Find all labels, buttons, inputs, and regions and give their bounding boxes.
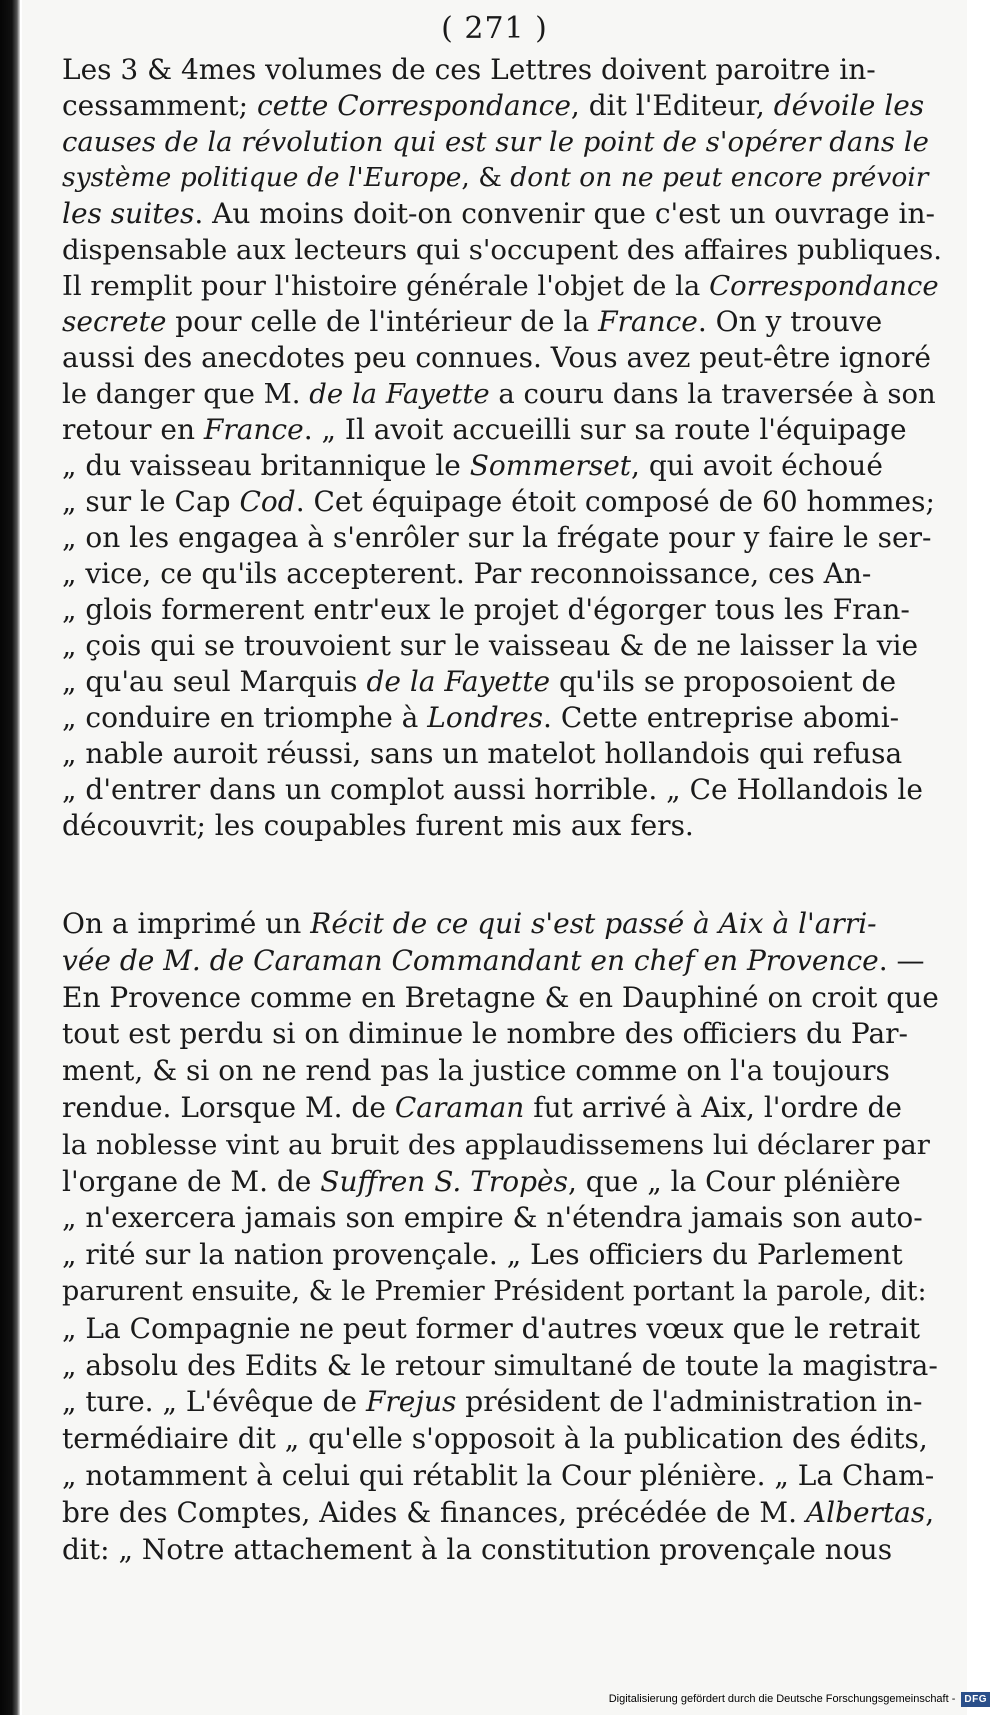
text-line [62,906,942,943]
text-run: tout est perdu si on diminue le nombre des officiers du Par- [62,1017,909,1051]
text-line [62,664,942,700]
text-line [62,520,942,556]
text-run: découvrit; les coupables furent mis aux fers. [62,809,694,842]
text-run: „ çois qui se trouvoient sur le vaisseau & de ne laisser la vie [62,629,919,662]
text-line [62,484,942,520]
text-line [62,1237,942,1274]
text-run: „ La Compagnie ne peut former d'autres vœux que le retrait [62,1311,921,1345]
text-run: Il remplit pour l'histoire générale l'objet de la [62,270,710,302]
text-line [62,124,942,160]
italic-text-run: France [598,305,698,338]
text-run: . On y trouve [697,305,883,338]
italic-text-run: de la Fayette [309,378,490,410]
paragraph-lettres [62,52,942,844]
text-run: „ ture. „ L'évêque de [62,1385,366,1419]
italic-text-run: Frejus [365,1385,457,1419]
text-run: „ du vaisseau britannique le [62,449,470,482]
text-run: „ nable auroit réussi, sans un matelot hollandois qui refusa [62,737,903,770]
text-run: „ vice, ce qu'ils accepterent. Par reconnoissance, ces An- [62,557,872,590]
text-line [62,448,942,484]
text-run: . Cette entreprise abomi- [543,701,900,734]
text-run: dispensable aux lecteurs qui s'occupent des affaires publiques. [62,234,942,266]
text-run: dit: „ Notre attachement à la constitution provençale nous [62,1532,893,1566]
italic-text-run: Albertas [805,1495,926,1529]
text-run: „ qu'au seul Marquis [62,665,367,698]
book-page [22,0,967,1715]
text-line [62,196,942,232]
text-run: . Cet équipage étoit composé de 60 hommes; [295,485,935,518]
italic-text-run: Sommerset [469,449,632,482]
italic-text-run: cette Correspondance [256,89,571,122]
text-line [62,52,942,88]
text-run: rendue. Lorsque M. de [62,1090,395,1124]
text-run: aussi des anecdotes peu connues. Vous avez peut-être ignoré [62,341,931,374]
text-run: qu'ils se proposoient de [550,665,897,698]
text-line [62,376,942,412]
italic-text-run: les suites [62,197,195,230]
text-run: On a imprimé un [62,907,311,940]
text-line [62,1495,942,1532]
text-run: „ notamment à celui qui rétablit la Cour plénière. „ La Cham- [62,1458,935,1492]
text-line [62,412,942,448]
text-run: . „ Il avoit accueilli sur sa route l'équipage [303,413,907,446]
book-binding-edge [0,0,20,1715]
text-run: président de l'administration in- [456,1385,923,1419]
text-line [62,628,942,664]
text-run: termédiaire dit „ qu'elle s'opposoit à la publication des édits, [62,1422,928,1456]
text-run: „ n'exercera jamais son empire & n'étendra jamais son auto- [62,1201,923,1235]
text-run: ment, & si on ne rend pas la justice comme on l'a toujours [62,1054,890,1088]
text-line [62,304,942,340]
text-run: En Provence comme en Bretagne & en Dauphiné on croit que [62,980,939,1014]
text-line [62,1090,942,1127]
italic-text-run: Caraman [394,1090,525,1124]
text-run: „ on les engagea à s'enrôler sur la frégate pour y faire le ser- [62,521,932,554]
italic-text-run: Correspondance [709,270,939,302]
text-run: „ conduire en triomphe à [62,701,428,734]
text-line [62,1164,942,1201]
text-line [62,1348,942,1385]
text-line [62,1053,942,1090]
text-line [62,736,942,772]
text-run: a couru dans la traversée à son [489,378,936,410]
text-line [62,1127,942,1164]
text-line [62,1274,942,1311]
italic-text-run: causes de la révolution qui est sur le point de s'opérer dans le [62,126,929,158]
italic-text-run: système politique de l'Europe [62,162,462,193]
text-run: fut arrivé à Aix, l'ordre de [524,1090,902,1124]
italic-text-run: Suffren S. Tropès [320,1164,568,1198]
text-line [62,556,942,592]
italic-text-run: de la Fayette [366,665,551,698]
italic-text-run: secrete [62,305,167,338]
text-run: l'organe de M. de [62,1164,321,1198]
text-run: . — [878,943,925,977]
text-line [62,232,942,268]
text-line [62,160,942,196]
italic-text-run: dont on ne peut encore prévoir [510,162,929,193]
text-line [62,980,942,1017]
text-run: . Au moins doit-on convenir que c'est un ouvrage in- [194,197,935,230]
text-line [62,1016,942,1053]
text-run: parurent ensuite, & le Premier Président portant la parole, dit: [62,1275,927,1307]
text-line [62,1311,942,1348]
italic-text-run: vée de M. de Caraman Commandant en chef en Provence [62,943,879,977]
text-run: le danger que M. [62,378,310,410]
text-line [62,772,942,808]
text-run: „ absolu des Edits & le retour simultané de toute la magistra- [62,1348,938,1382]
text-run: , que „ la Cour plénière [568,1164,901,1198]
text-line [62,1384,942,1421]
text-line [62,943,942,980]
credit-text: Digitalisierung gefördert durch die Deutsche Forschungsgemeinschaft - [608,1693,956,1705]
text-line [62,592,942,628]
text-run: pour celle de l'intérieur de la [166,305,599,338]
digitization-credit [609,1689,990,1709]
text-run: , [925,1495,935,1529]
text-run: Les 3 & 4mes volumes de ces Lettres doivent paroitre in- [62,53,876,86]
page-number: ( 271 ) [441,11,548,46]
text-run: „ glois formerent entr'eux le projet d'égorger tous les Fran- [62,593,910,626]
text-run: cessamment; [62,89,257,122]
italic-text-run: dévoile les [773,89,925,122]
italic-text-run: France [203,413,304,446]
text-line [62,1458,942,1495]
italic-text-run: Récit de ce qui s'est passé à Aix à l'arri- [310,907,877,940]
text-line [62,268,942,304]
text-line [62,808,942,844]
text-line [62,1200,942,1237]
text-line [62,700,942,736]
text-line [62,1532,942,1569]
italic-text-run: Londres [427,701,544,734]
text-run: „ rité sur la nation provençale. „ Les officiers du Parlement [62,1238,903,1272]
text-run: retour en [62,413,204,446]
paragraph-recit-aix [62,906,942,1568]
text-line [62,1421,942,1458]
text-run: bre des Comptes, Aides & finances, précédée de M. [62,1495,806,1529]
text-run: , & [461,162,511,193]
text-run: „ sur le Cap [62,485,240,518]
text-run: „ d'entrer dans un complot aussi horrible. „ Ce Hollandois le [62,773,923,806]
text-run: , dit l'Editeur, [570,89,774,122]
text-run: la noblesse vint au bruit des applaudissemens lui déclarer par [62,1128,930,1161]
italic-text-run: Cod [239,485,296,518]
text-line [62,340,942,376]
text-run: , qui avoit échoué [631,449,883,482]
dfg-logo-icon: DFG [961,1692,990,1707]
text-line [62,88,942,124]
